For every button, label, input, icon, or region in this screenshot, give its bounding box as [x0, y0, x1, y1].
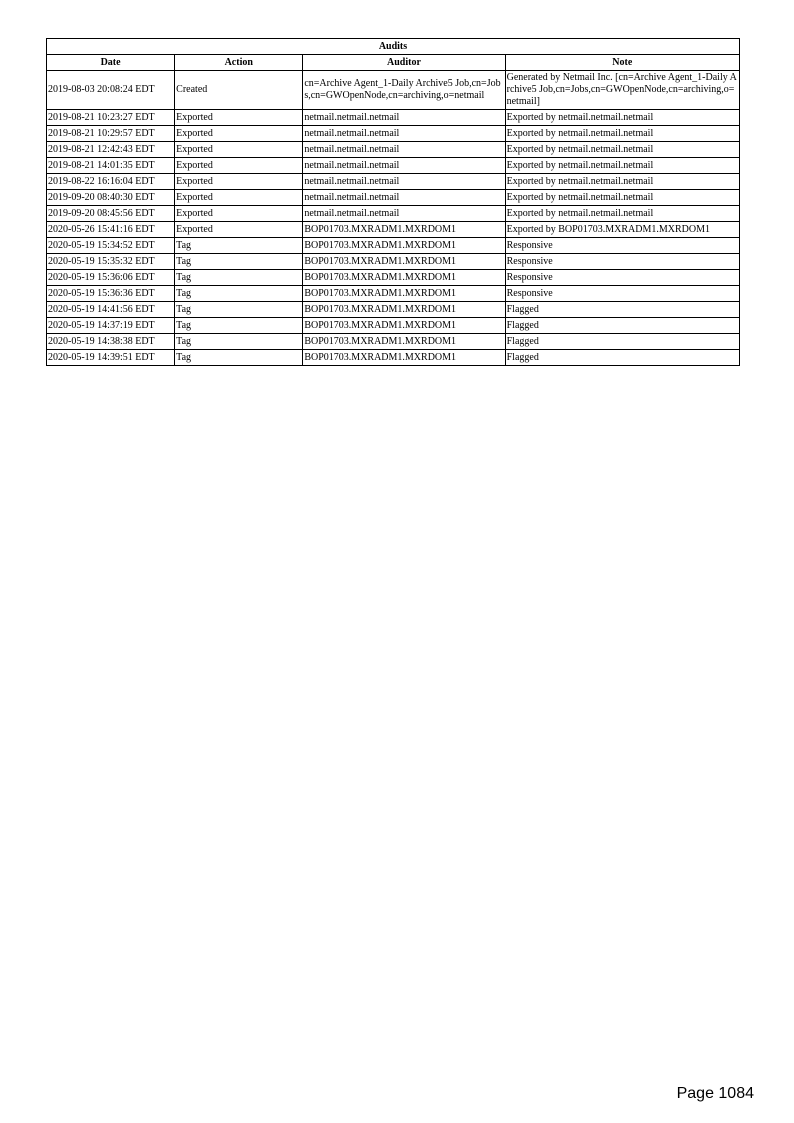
cell-action: Exported — [175, 142, 303, 158]
cell-auditor: netmail.netmail.netmail — [303, 110, 505, 126]
cell-auditor: netmail.netmail.netmail — [303, 126, 505, 142]
table-header-row — [47, 55, 740, 71]
cell-note: Exported by netmail.netmail.netmail — [505, 110, 739, 126]
cell-date: 2020-05-19 14:38:38 EDT — [47, 334, 175, 350]
cell-auditor: BOP01703.MXRADM1.MXRDOM1 — [303, 254, 505, 270]
cell-note: Flagged — [505, 302, 739, 318]
cell-date: 2020-05-19 15:36:06 EDT — [47, 270, 175, 286]
cell-date: 2020-05-19 15:35:32 EDT — [47, 254, 175, 270]
table-row — [47, 334, 740, 350]
cell-note: Exported by BOP01703.MXRADM1.MXRDOM1 — [505, 222, 739, 238]
cell-action: Exported — [175, 126, 303, 142]
cell-auditor: netmail.netmail.netmail — [303, 158, 505, 174]
table-row — [47, 158, 740, 174]
page-number: Page 1084 — [676, 1085, 754, 1102]
cell-action: Exported — [175, 158, 303, 174]
table-row — [47, 190, 740, 206]
cell-date: 2019-08-21 14:01:35 EDT — [47, 158, 175, 174]
audit-rows — [47, 71, 740, 366]
cell-auditor: BOP01703.MXRADM1.MXRDOM1 — [303, 286, 505, 302]
audits-table — [46, 38, 740, 366]
cell-action: Tag — [175, 254, 303, 270]
cell-auditor: cn=Archive Agent_1-Daily Archive5 Job,cn=Jobs,cn=GWOpenNode,cn=archiving,o=netmail — [303, 71, 505, 110]
table-row — [47, 142, 740, 158]
cell-date: 2020-05-19 15:34:52 EDT — [47, 238, 175, 254]
cell-date: 2020-05-19 14:39:51 EDT — [47, 350, 175, 366]
cell-date: 2019-08-21 12:42:43 EDT — [47, 142, 175, 158]
cell-date: 2020-05-19 15:36:36 EDT — [47, 286, 175, 302]
cell-action: Tag — [175, 286, 303, 302]
cell-note: Flagged — [505, 350, 739, 366]
cell-note: Responsive — [505, 238, 739, 254]
table-row — [47, 270, 740, 286]
cell-date: 2019-09-20 08:40:30 EDT — [47, 190, 175, 206]
cell-date: 2019-09-20 08:45:56 EDT — [47, 206, 175, 222]
cell-auditor: BOP01703.MXRADM1.MXRDOM1 — [303, 238, 505, 254]
cell-action: Tag — [175, 270, 303, 286]
cell-date: 2019-08-22 16:16:04 EDT — [47, 174, 175, 190]
cell-action: Exported — [175, 110, 303, 126]
cell-note: Responsive — [505, 286, 739, 302]
cell-note: Exported by netmail.netmail.netmail — [505, 142, 739, 158]
cell-action: Tag — [175, 334, 303, 350]
cell-date: 2019-08-21 10:29:57 EDT — [47, 126, 175, 142]
cell-action: Exported — [175, 222, 303, 238]
cell-note: Exported by netmail.netmail.netmail — [505, 206, 739, 222]
cell-auditor: netmail.netmail.netmail — [303, 142, 505, 158]
cell-note: Exported by netmail.netmail.netmail — [505, 190, 739, 206]
cell-auditor: netmail.netmail.netmail — [303, 174, 505, 190]
table-row — [47, 222, 740, 238]
cell-date: 2019-08-21 10:23:27 EDT — [47, 110, 175, 126]
cell-date: 2020-05-26 15:41:16 EDT — [47, 222, 175, 238]
cell-note: Generated by Netmail Inc. [cn=Archive Agent_1-Daily Archive5 Job,cn=Jobs,cn=GWOpenNode,cn=archiving,o=netmail] — [505, 71, 739, 110]
cell-auditor: BOP01703.MXRADM1.MXRDOM1 — [303, 302, 505, 318]
table-row — [47, 174, 740, 190]
cell-auditor: BOP01703.MXRADM1.MXRDOM1 — [303, 318, 505, 334]
header-note: Note — [505, 55, 739, 71]
cell-auditor: BOP01703.MXRADM1.MXRDOM1 — [303, 270, 505, 286]
cell-auditor: BOP01703.MXRADM1.MXRDOM1 — [303, 334, 505, 350]
cell-note: Responsive — [505, 270, 739, 286]
cell-action: Tag — [175, 302, 303, 318]
cell-note: Exported by netmail.netmail.netmail — [505, 158, 739, 174]
cell-action: Tag — [175, 318, 303, 334]
cell-auditor: BOP01703.MXRADM1.MXRDOM1 — [303, 350, 505, 366]
cell-action: Exported — [175, 190, 303, 206]
cell-note: Exported by netmail.netmail.netmail — [505, 174, 739, 190]
table-row — [47, 302, 740, 318]
table-row — [47, 254, 740, 270]
cell-action: Exported — [175, 174, 303, 190]
table-row — [47, 238, 740, 254]
table-row — [47, 110, 740, 126]
header-date: Date — [47, 55, 175, 71]
cell-date: 2020-05-19 14:37:19 EDT — [47, 318, 175, 334]
table-row — [47, 350, 740, 366]
cell-action: Tag — [175, 238, 303, 254]
table-row — [47, 126, 740, 142]
table-row — [47, 206, 740, 222]
cell-date: 2019-08-03 20:08:24 EDT — [47, 71, 175, 110]
cell-action: Tag — [175, 350, 303, 366]
table-title: Audits — [47, 39, 740, 55]
table-row — [47, 71, 740, 110]
cell-auditor: BOP01703.MXRADM1.MXRDOM1 — [303, 222, 505, 238]
cell-note: Flagged — [505, 318, 739, 334]
header-auditor: Auditor — [303, 55, 505, 71]
header-action: Action — [175, 55, 303, 71]
table-row — [47, 318, 740, 334]
cell-auditor: netmail.netmail.netmail — [303, 190, 505, 206]
cell-note: Exported by netmail.netmail.netmail — [505, 126, 739, 142]
cell-action: Created — [175, 71, 303, 110]
table-row — [47, 286, 740, 302]
cell-note: Flagged — [505, 334, 739, 350]
cell-action: Exported — [175, 206, 303, 222]
table-title-row — [47, 39, 740, 55]
cell-date: 2020-05-19 14:41:56 EDT — [47, 302, 175, 318]
cell-auditor: netmail.netmail.netmail — [303, 206, 505, 222]
cell-note: Responsive — [505, 254, 739, 270]
